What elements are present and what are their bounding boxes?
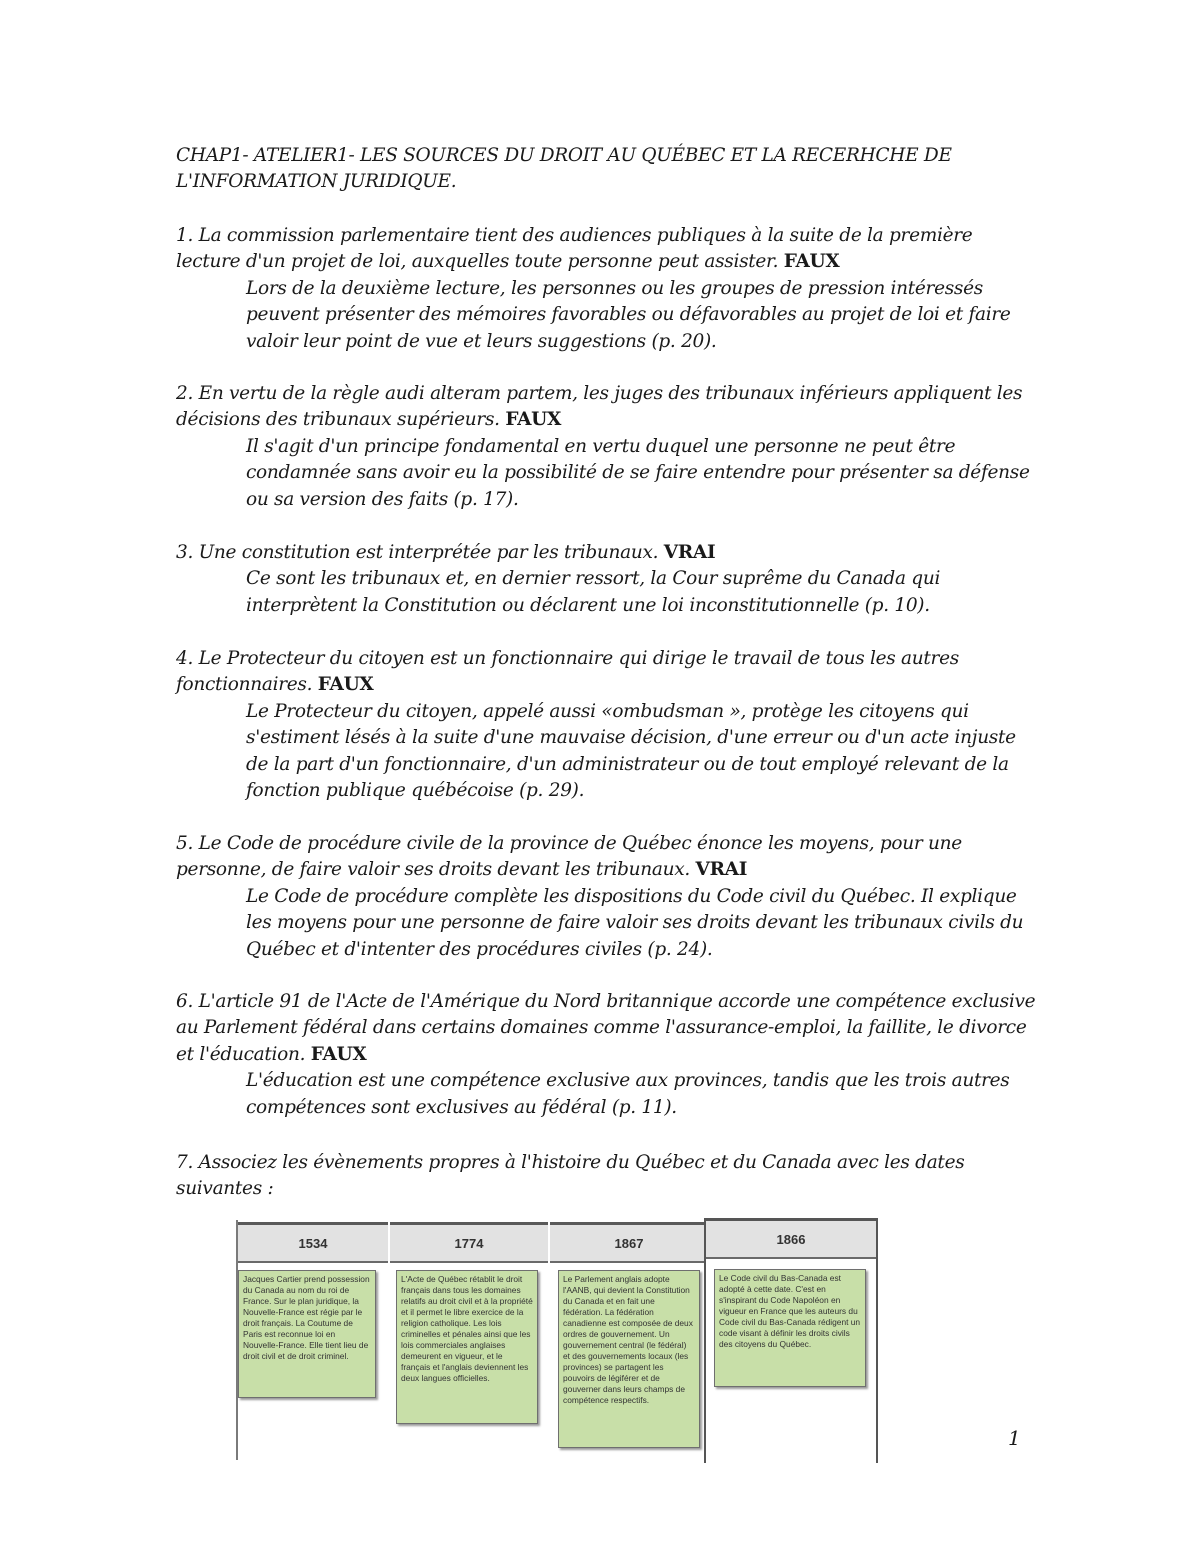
question-text: 2. En vertu de la règle audi alteram partem, les juges des tribunaux inférieurs appliquent les décisions des tribunaux supérieurs. [176,383,1023,431]
timeline-event-box: Le Parlement anglais adopte l'AANB, qui devient la Constitution du Canada et en fait une fédération. La fédération canadienne est composée de deux ordres de gouvernement. Un gouvernement central (le fédéral) et des gouvernements locaux (les provinces) se partagent les pouvoirs de légiférer et de gouverner dans leurs champs de compétence respectifs. [558,1270,700,1448]
question-text: 3. Une constitution est interprétée par les tribunaux. [176,542,659,563]
timeline-event-box: Le Code civil du Bas-Canada est adopté à cette date. C'est en s'inspirant du Code Napoléon en vigueur en France que les auteurs du Code civil du Bas-Canada rédigent un code visant à définir les droits civils des citoyens du Québec. [714,1269,866,1387]
question-text: 4. Le Protecteur du citoyen est un fonctionnaire qui dirige le travail de tous les autres fonctionnaires. [176,648,959,696]
answer-explanation: L'éducation est une compétence exclusive aux provinces, tandis que les trois autres compétences sont exclusives au fédéral (p. 11). [246,1070,1010,1118]
question-text: 5. Le Code de procédure civile de la province de Québec énonce les moyens, pour une personne, de faire valoir ses droits devant les tribunaux. [176,833,962,881]
document-title: CHAP1- ATELIER1- LES SOURCES DU DROIT AU QUÉBEC ET LA RECERHCHE DE L'INFORMATION JURIDIQUE. [176,145,952,192]
answer-explanation: Lors de la deuxième lecture, les personnes ou les groupes de pression intéressés peuvent présenter des mémoires favorables ou défavorables au projet de loi et faire valoir leur point de vue et leurs suggestions (p. 20). [246,277,1011,352]
timeline-main-panel [236,1220,712,1460]
question-5 [176,831,1036,963]
question-text: 6. L'article 91 de l'Acte de l'Amérique du Nord britannique accorde une compétence exclusive au Parlement fédéral dans certains domaines comme l'assurance-emploi, la faillite, le divorce et l'éducation. [176,991,1036,1065]
timeline-event-box: Jacques Cartier prend possession du Canada au nom du roi de France. Sur le plan juridique, la Nouvelle-France est régie par le droit français. La Coutume de Paris est reconnue loi en Nouvelle-France. Elle tient lieu de droit civil et de droit criminel. [238,1270,376,1398]
timeline-figure [236,1220,876,1460]
timeline-year-header: 1867 [550,1222,708,1263]
page-number: 1 [1008,1426,1021,1450]
answer-label: FAUX [505,409,562,431]
question-text: 7. Associez les évènements propres à l'histoire du Québec et du Canada avec les dates suivantes : [176,1152,965,1200]
question-6 [176,989,1036,1121]
timeline-year-header: 1774 [390,1222,548,1263]
answer-label: FAUX [317,674,374,696]
question-7 [176,1150,1036,1203]
question-2 [176,381,1036,513]
question-4 [176,646,1036,804]
timeline-event-box: L'Acte de Québec rétablit le droit français dans tous les domaines relatifs au droit civil et à la propriété et il permet le libre exercice de la religion catholique. Les lois criminelles et pénales ainsi que les lois commerciales anglaises demeurent en vigueur, et le français et l'anglais deviennent les deux langues officielles. [396,1270,538,1424]
answer-label: FAUX [783,251,840,273]
question-text: 1. La commission parlementaire tient des audiences publiques à la suite de la première lecture d'un projet de loi, auxquelles toute personne peut assister. [176,225,973,273]
answer-explanation: Le Protecteur du citoyen, appelé aussi «ombudsman », protège les citoyens qui s'estiment lésés à la suite d'une mauvaise décision, d'une erreur ou d'un acte injuste de la part d'un fonctionnaire, d'un administrateur ou de tout employé relevant de la fonction publique québécoise (p. 29). [246,700,1016,802]
answer-label: VRAI [663,542,716,563]
question-1 [176,223,1036,355]
answer-explanation: Le Code de procédure complète les dispositions du Code civil du Québec. Il explique les moyens pour une personne de faire valoir ses droits devant les tribunaux civils du Québec et d'intenter des procédures civiles (p. 24). [246,885,1024,960]
answer-label: FAUX [310,1043,367,1065]
timeline-side-panel [704,1218,878,1463]
timeline-year-header: 1534 [238,1222,388,1263]
question-3 [176,540,1036,619]
answer-label: VRAI [695,859,748,881]
answer-explanation: Ce sont les tribunaux et, en dernier ressort, la Cour suprême du Canada qui interprètent la Constitution ou déclarent une loi inconstitutionnelle (p. 10). [246,568,941,616]
answer-explanation: Il s'agit d'un principe fondamental en vertu duquel une personne ne peut être condamnée sans avoir eu la possibilité de se faire entendre pour présenter sa défense ou sa version des faits (p. 17). [246,435,1030,510]
timeline-year-header: 1866 [706,1221,876,1259]
